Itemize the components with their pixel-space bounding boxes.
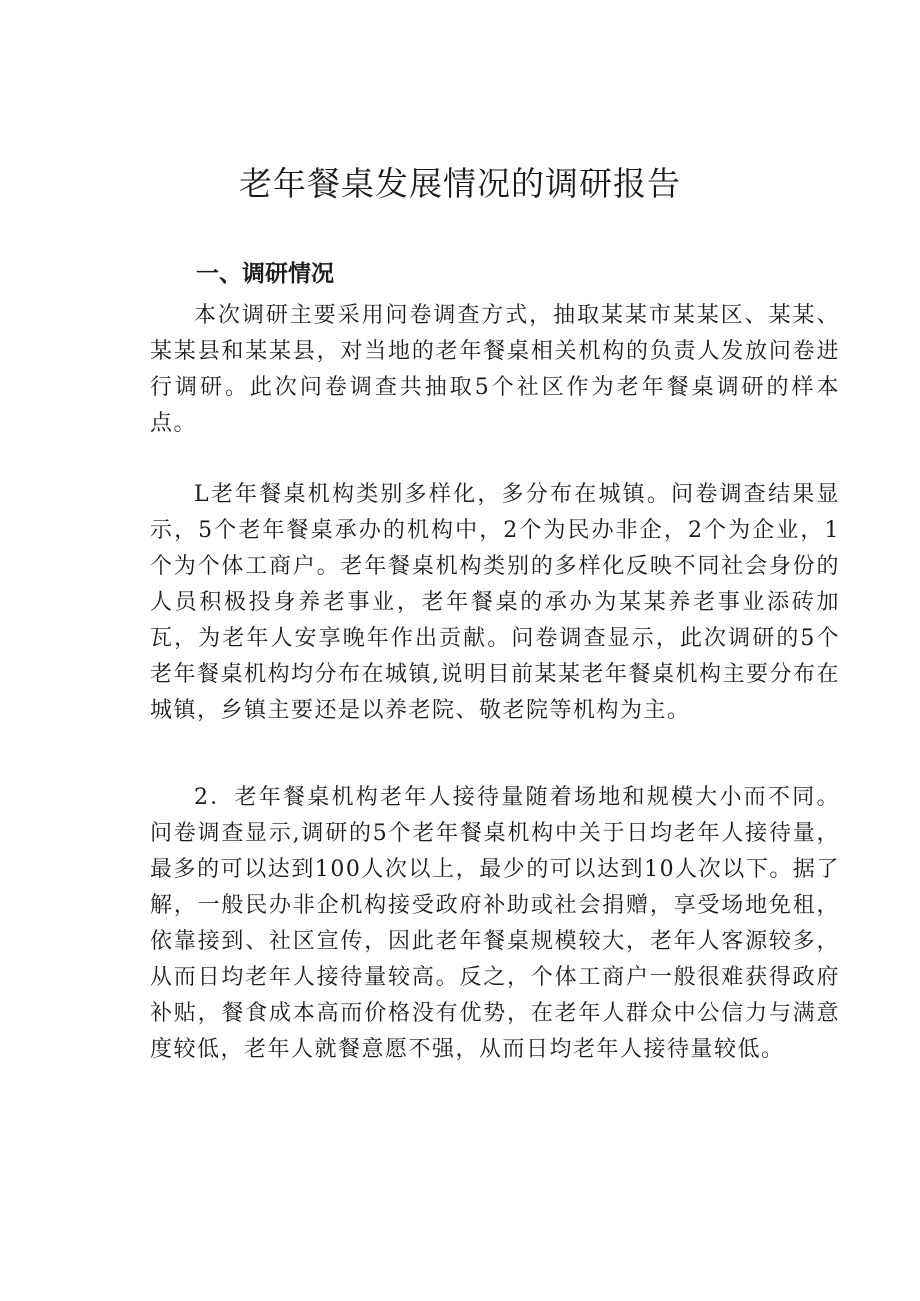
- paragraph-institution-types: L老年餐桌机构类别多样化，多分布在城镇。问卷调查结果显示，5个老年餐桌承办的机构中，2个为民办非企，2个为企业，1个为个体工商户。老年餐桌机构类别的多样化反映不同社会身份的人员积极投身养老事业，老年餐桌的承办为某某养老事业添砖加瓦，为老年人安享晚年作出贡献。问卷调查显示，此次调研的5个老年餐桌机构均分布在城镇,说明目前某某老年餐桌机构主要分布在城镇，乡镇主要还是以养老院、敬老院等机构为主。: [150, 482, 840, 723]
- section-heading: 一、调研情况: [196, 261, 334, 287]
- document-title: 老年餐桌发展情况的调研报告: [239, 164, 681, 203]
- paragraph-survey-method: 本次调研主要采用问卷调查方式，抽取某某市某某区、某某、某某县和某某县，对当地的老年餐桌相关机构的负责人发放问卷进行调研。此次问卷调查共抽取5个社区作为老年餐桌调研的样本点。: [150, 303, 840, 436]
- paragraph-reception-volume: 2．老年餐桌机构老年人接待量随着场地和规模大小而不同。问卷调查显示,调研的5个老年餐桌机构中关于日均老年人接待量，最多的可以达到100人次以上，最少的可以达到10人次以下。据了解，一般民办非企机构接受政府补助或社会捐赠，享受场地免租，依靠接到、社区宣传，因此老年餐桌规模较大，老年人客源较多，从而日均老年人接待量较高。反之，个体工商户一般很难获得政府补贴，餐食成本高而价格没有优势，在老年人群众中公信力与满意度较低，老年人就餐意愿不强，从而日均老年人接待量较低。: [150, 785, 840, 1062]
